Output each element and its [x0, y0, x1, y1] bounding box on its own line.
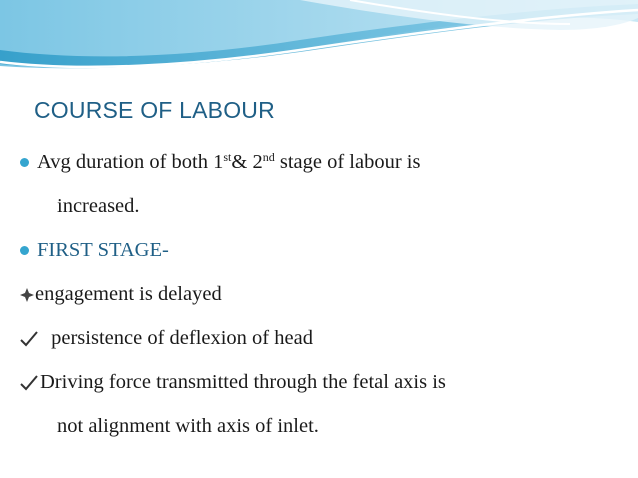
bullet-list	[20, 146, 620, 442]
section-heading: FIRST STAGE-	[37, 239, 169, 261]
superscript: st	[223, 150, 232, 164]
item-text: engagement is delayed	[35, 283, 222, 305]
item-text: Driving force transmitted through the fetal axis is	[40, 371, 446, 393]
list-item	[20, 278, 620, 310]
check-bullet-icon	[20, 375, 38, 391]
item-text: stage of labour is	[274, 151, 421, 173]
list-item	[20, 146, 620, 178]
item-text: persistence of deflexion of head	[46, 327, 313, 349]
item-text: increased.	[57, 195, 140, 217]
dot-bullet-icon	[20, 158, 29, 167]
list-item	[20, 322, 620, 354]
list-item	[20, 366, 620, 398]
check-bullet-icon	[20, 331, 38, 347]
list-item-continuation	[20, 410, 620, 442]
list-item	[20, 234, 620, 266]
list-item-continuation	[20, 190, 620, 222]
item-text: not alignment with axis of inlet.	[57, 415, 319, 437]
item-text: Avg duration of both 1	[37, 151, 224, 173]
superscript: nd	[262, 150, 275, 164]
header-wave-decoration	[0, 0, 638, 80]
diamond-bullet-icon	[20, 288, 34, 302]
dot-bullet-icon	[20, 246, 29, 255]
slide-title: COURSE OF LABOUR	[34, 97, 275, 123]
item-text: & 2	[231, 151, 263, 173]
